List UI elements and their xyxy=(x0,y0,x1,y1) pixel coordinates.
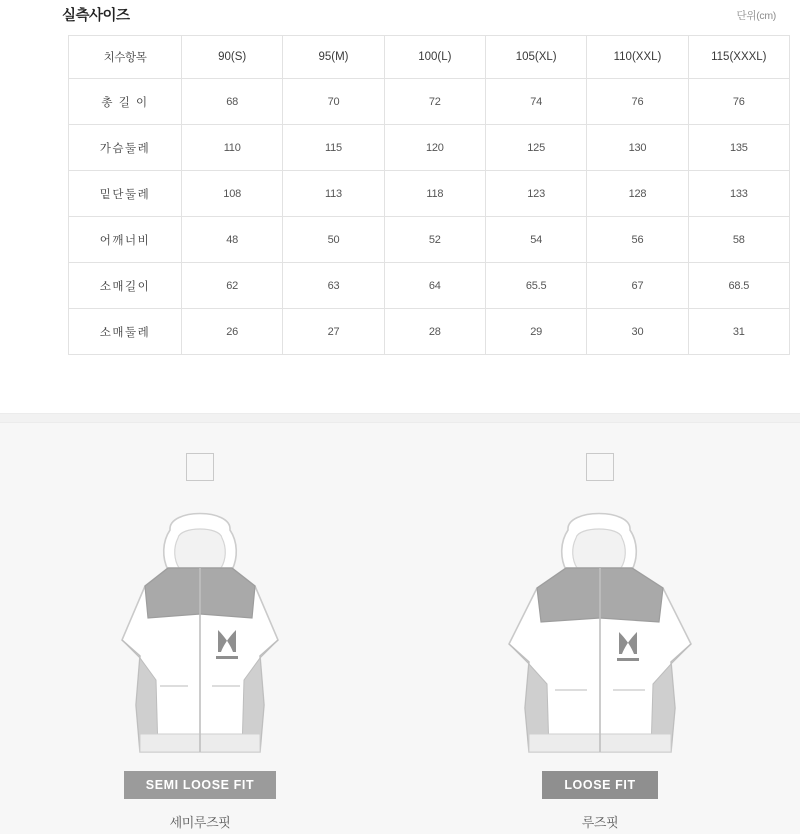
row-label: 소매둘레 xyxy=(69,309,182,355)
fit-item-loose xyxy=(400,441,800,834)
table-cell: 76 xyxy=(688,79,789,125)
table-cell: 108 xyxy=(182,171,283,217)
table-cell: 29 xyxy=(485,309,586,355)
table-cell: 72 xyxy=(384,79,485,125)
jacket-illustration-semi-loose xyxy=(70,487,330,777)
size-chart-header xyxy=(0,0,800,35)
table-cell: 30 xyxy=(587,309,688,355)
fit-guide-section xyxy=(0,423,800,834)
table-cell: 31 xyxy=(688,309,789,355)
fit-caption-semi-loose: 세미루즈핏 xyxy=(169,815,231,830)
jacket-icon xyxy=(100,490,300,775)
row-label: 밑단둘레 xyxy=(69,171,182,217)
size-chart-table-head xyxy=(69,36,790,79)
column-header-100l: 100(L) xyxy=(384,36,485,79)
table-cell: 70 xyxy=(283,79,384,125)
table-row xyxy=(69,217,790,263)
table-cell: 115 xyxy=(283,125,384,171)
table-cell: 63 xyxy=(283,263,384,309)
table-cell: 62 xyxy=(182,263,283,309)
size-chart-unit-note: 단위(cm) xyxy=(736,10,776,22)
table-cell: 26 xyxy=(182,309,283,355)
section-divider xyxy=(0,413,800,423)
fit-badge-loose: LOOSE FIT xyxy=(542,771,657,799)
size-chart-table-body xyxy=(69,79,790,355)
column-header-item: 치수항목 xyxy=(69,36,182,79)
size-chart-section xyxy=(0,0,800,380)
table-cell: 133 xyxy=(688,171,789,217)
row-label: 총 길 이 xyxy=(69,79,182,125)
square-marker-icon xyxy=(586,453,614,481)
table-cell: 130 xyxy=(587,125,688,171)
table-cell: 54 xyxy=(485,217,586,263)
table-cell: 120 xyxy=(384,125,485,171)
table-cell: 123 xyxy=(485,171,586,217)
size-chart-table xyxy=(68,35,790,355)
table-cell: 113 xyxy=(283,171,384,217)
table-row xyxy=(69,125,790,171)
size-chart-title: 실측사이즈 xyxy=(62,8,130,24)
table-cell: 68.5 xyxy=(688,263,789,309)
table-cell: 67 xyxy=(587,263,688,309)
table-cell: 118 xyxy=(384,171,485,217)
table-cell: 135 xyxy=(688,125,789,171)
table-cell: 125 xyxy=(485,125,586,171)
table-cell: 52 xyxy=(384,217,485,263)
table-cell: 28 xyxy=(384,309,485,355)
table-cell: 65.5 xyxy=(485,263,586,309)
table-cell: 64 xyxy=(384,263,485,309)
table-cell: 56 xyxy=(587,217,688,263)
table-cell: 68 xyxy=(182,79,283,125)
table-row xyxy=(69,171,790,217)
square-marker-icon xyxy=(186,453,214,481)
table-header-row xyxy=(69,36,790,79)
fit-caption-loose: 루즈핏 xyxy=(581,815,619,830)
table-cell: 76 xyxy=(587,79,688,125)
row-label: 소매길이 xyxy=(69,263,182,309)
table-cell: 48 xyxy=(182,217,283,263)
jacket-icon xyxy=(495,490,705,775)
column-header-110xxl: 110(XXL) xyxy=(587,36,688,79)
row-label: 어깨너비 xyxy=(69,217,182,263)
fit-badge-semi-loose: SEMI LOOSE FIT xyxy=(124,771,276,799)
column-header-115xxxl: 115(XXXL) xyxy=(688,36,789,79)
table-row xyxy=(69,79,790,125)
table-cell: 128 xyxy=(587,171,688,217)
table-cell: 27 xyxy=(283,309,384,355)
fit-item-semi-loose xyxy=(0,441,400,834)
table-row xyxy=(69,309,790,355)
column-header-105xl: 105(XL) xyxy=(485,36,586,79)
table-cell: 50 xyxy=(283,217,384,263)
jacket-illustration-loose xyxy=(470,487,730,777)
column-header-90s: 90(S) xyxy=(182,36,283,79)
table-row xyxy=(69,263,790,309)
table-cell: 58 xyxy=(688,217,789,263)
column-header-95m: 95(M) xyxy=(283,36,384,79)
row-label: 가슴둘레 xyxy=(69,125,182,171)
table-cell: 74 xyxy=(485,79,586,125)
table-cell: 110 xyxy=(182,125,283,171)
